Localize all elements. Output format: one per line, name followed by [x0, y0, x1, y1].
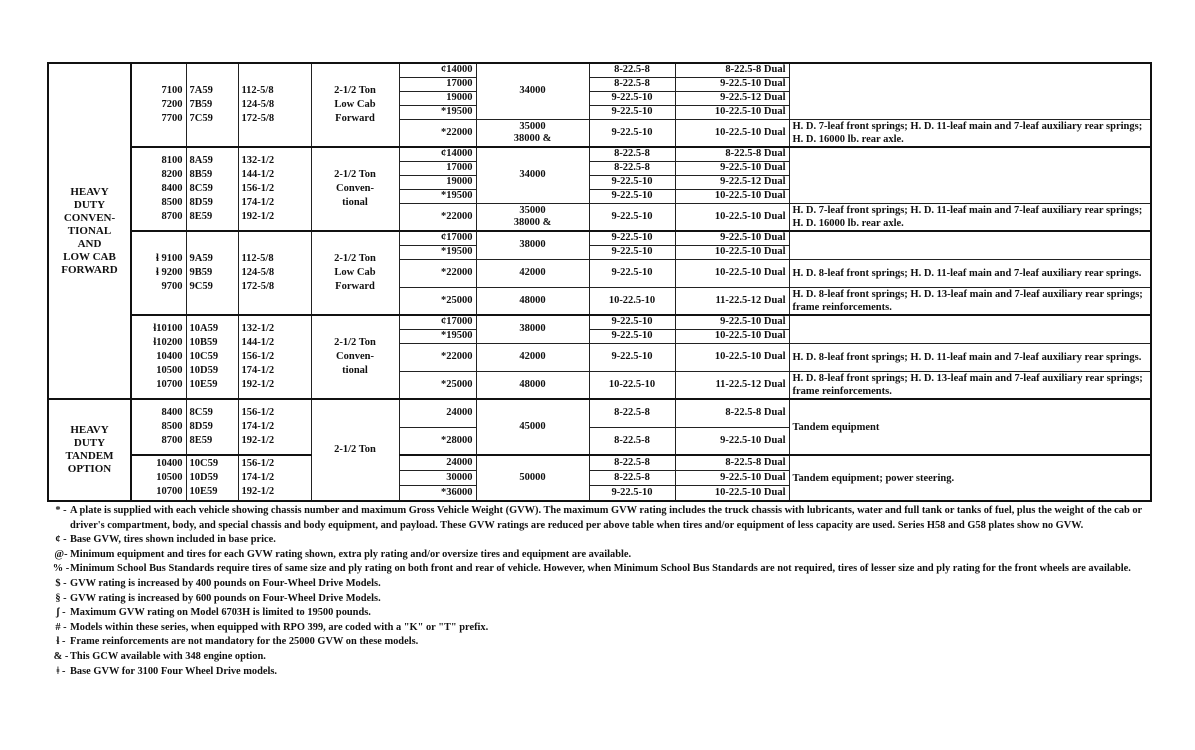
model-numbers: 8100 8200 8400 8500 8700 — [131, 147, 186, 231]
rear-tires: 10-22.5-10 Dual — [675, 105, 789, 119]
gcw-rating: 35000 38000 & — [476, 203, 589, 231]
remarks: H. D. 8-leaf front springs; H. D. 13-leaf main and 7-leaf auxiliary rear springs; frame reinforcements. — [789, 371, 1151, 399]
rear-tires: 10-22.5-10 Dual — [675, 343, 789, 371]
gvw-rating: ¢17000 — [399, 231, 476, 245]
footnote-symbol: ǂ - — [56, 665, 66, 677]
footnote-symbol: * - — [55, 505, 67, 516]
gvw-rating: 24000 — [399, 399, 476, 427]
remarks — [789, 147, 1151, 203]
rear-tires: 11-22.5-12 Dual — [675, 287, 789, 315]
front-tires: 10-22.5-10 — [589, 371, 675, 399]
gcw-rating: 38000 — [476, 231, 589, 259]
front-tires: 9-22.5-10 — [589, 315, 675, 329]
footnotes — [52, 504, 1150, 679]
remarks: Tandem equipment; power steering. — [789, 455, 1151, 501]
remarks: H. D. 7-leaf front springs; H. D. 11-leaf main and 7-leaf auxiliary rear springs; H. D. 16000 lb. rear axle. — [789, 119, 1151, 147]
gvw-rating: *22000 — [399, 343, 476, 371]
wheelbase-values: 156-1/2 174-1/2 192-1/2 — [238, 399, 311, 455]
truck-type: 2-1/2 Ton Low Cab Forward — [311, 231, 399, 315]
wheelbase-values: 132-1/2 144-1/2 156-1/2 174-1/2 192-1/2 — [238, 147, 311, 231]
truck-type: 2-1/2 Ton Conven- tional — [311, 315, 399, 399]
chassis-codes: 9A59 9B59 9C59 — [186, 231, 238, 315]
footnote-symbol: % - — [52, 563, 70, 575]
footnote — [52, 504, 1150, 533]
footnote-text: GVW rating is increased by 600 pounds on Four-Wheel Drive Models. — [70, 592, 381, 604]
gvw-rating: 17000 — [399, 77, 476, 91]
chassis-codes: 10A59 10B59 10C59 10D59 10E59 — [186, 315, 238, 399]
gcw-rating: 34000 — [476, 63, 589, 119]
rear-tires: 9-22.5-10 Dual — [675, 427, 789, 455]
table-row — [48, 399, 1151, 413]
rear-tires: 11-22.5-12 Dual — [675, 371, 789, 399]
gcw-rating: 48000 — [476, 371, 589, 399]
footnote-text: Base GVW, tires shown included in base price. — [70, 534, 276, 546]
rear-tires: 10-22.5-10 Dual — [675, 189, 789, 203]
chassis-codes: 8C59 8D59 8E59 — [186, 399, 238, 455]
front-tires: 8-22.5-8 — [589, 77, 675, 91]
rear-tires: 8-22.5-8 Dual — [675, 455, 789, 470]
table-row — [48, 455, 1151, 470]
rear-tires: 10-22.5-10 Dual — [675, 259, 789, 287]
table-body — [48, 63, 1151, 501]
remarks — [789, 315, 1151, 343]
rear-tires: 8-22.5-8 Dual — [675, 147, 789, 161]
gvw-rating: *22000 — [399, 259, 476, 287]
front-tires: 9-22.5-10 — [589, 231, 675, 245]
truck-type: 2-1/2 Ton — [311, 399, 399, 501]
remarks: Tandem equipment — [789, 399, 1151, 455]
table-row — [48, 315, 1151, 329]
footnote-symbol: # - — [55, 621, 67, 633]
remarks: H. D. 8-leaf front springs; H. D. 11-leaf main and 7-leaf auxiliary rear springs. — [789, 343, 1151, 371]
wheelbase-values: 156-1/2 174-1/2 192-1/2 — [238, 455, 311, 501]
group-label: HEAVY DUTY CONVEN- TIONAL AND LOW CAB FORWARD — [48, 63, 131, 399]
front-tires: 10-22.5-10 — [589, 287, 675, 315]
truck-type: 2-1/2 Ton Low Cab Forward — [311, 63, 399, 147]
front-tires: 8-22.5-8 — [589, 63, 675, 77]
footnote-symbol: & - — [53, 650, 69, 662]
gvw-rating: *19500 — [399, 105, 476, 119]
footnote — [52, 562, 1150, 577]
table-row — [48, 63, 1151, 77]
rear-tires: 8-22.5-8 Dual — [675, 63, 789, 77]
front-tires: 8-22.5-8 — [589, 470, 675, 485]
gcw-rating: 48000 — [476, 287, 589, 315]
footnote-text: Maximum GVW rating on Model 6703H is limited to 19500 pounds. — [70, 607, 371, 619]
gvw-rating: 17000 — [399, 161, 476, 175]
gcw-rating: 34000 — [476, 147, 589, 203]
footnote — [52, 650, 1150, 665]
remarks: H. D. 7-leaf front springs; H. D. 11-leaf main and 7-leaf auxiliary rear springs; H. D. 16000 lb. rear axle. — [789, 203, 1151, 231]
remarks — [789, 231, 1151, 259]
rear-tires: 9-22.5-12 Dual — [675, 175, 789, 189]
rear-tires: 9-22.5-10 Dual — [675, 315, 789, 329]
model-numbers: 8400 8500 8700 — [131, 399, 186, 455]
wheelbase-values: 112-5/8 124-5/8 172-5/8 — [238, 231, 311, 315]
gvw-rating: 19000 — [399, 175, 476, 189]
table-row — [48, 231, 1151, 245]
footnote — [52, 621, 1150, 636]
rear-tires: 10-22.5-10 Dual — [675, 245, 789, 259]
rear-tires: 10-22.5-10 Dual — [675, 203, 789, 231]
rear-tires: 9-22.5-10 Dual — [675, 77, 789, 91]
footnote-text: Minimum School Bus Standards require tires of same size and ply rating on both front and rear of vehicle. However, when Minimum School Bus Standards are not required, tires of lesser size and ply rating for the front wheels are available. — [70, 563, 1131, 575]
front-tires: 8-22.5-8 — [589, 161, 675, 175]
footnote — [52, 606, 1150, 621]
gvw-rating: *22000 — [399, 119, 476, 147]
chassis-codes: 8A59 8B59 8C59 8D59 8E59 — [186, 147, 238, 231]
model-numbers: ɬ10100 ɬ10200 10400 10500 10700 — [131, 315, 186, 399]
gcw-rating: 35000 38000 & — [476, 119, 589, 147]
truck-type: 2-1/2 Ton Conven- tional — [311, 147, 399, 231]
gcw-rating: 42000 — [476, 343, 589, 371]
front-tires: 8-22.5-8 — [589, 427, 675, 455]
gvw-rating: *19500 — [399, 329, 476, 343]
rear-tires: 9-22.5-10 Dual — [675, 470, 789, 485]
footnote — [52, 548, 1150, 563]
front-tires: 9-22.5-10 — [589, 91, 675, 105]
rear-tires: 9-22.5-10 Dual — [675, 161, 789, 175]
gvw-rating: *22000 — [399, 203, 476, 231]
footnote-text: This GCW available with 348 engine option. — [70, 650, 266, 662]
front-tires: 9-22.5-10 — [589, 203, 675, 231]
remarks — [789, 63, 1151, 119]
footnote — [52, 592, 1150, 607]
gvw-rating: *25000 — [399, 287, 476, 315]
rear-tires: 9-22.5-12 Dual — [675, 91, 789, 105]
remarks: H. D. 8-leaf front springs; H. D. 13-leaf main and 7-leaf auxiliary rear springs; frame reinforcements. — [789, 287, 1151, 315]
gcw-rating: 45000 — [476, 399, 589, 455]
footnote-text: Base GVW for 3100 Four Wheel Drive models. — [70, 665, 278, 677]
footnote-symbol: ʃ - — [56, 607, 66, 619]
gvw-rating: ¢17000 — [399, 315, 476, 329]
model-numbers: ɬ 9100 ɬ 9200 9700 — [131, 231, 186, 315]
footnote — [52, 533, 1150, 548]
footnote-text: Models within these series, when equipped with RPO 399, are coded with a "K" or "T" prefix. — [70, 621, 489, 633]
footnote-symbol: @- — [54, 548, 68, 560]
rear-tires: 10-22.5-10 Dual — [675, 119, 789, 147]
gvw-rating: *28000 — [399, 427, 476, 455]
gvw-rating: 24000 — [399, 455, 476, 470]
chassis-codes: 10C59 10D59 10E59 — [186, 455, 238, 501]
footnote-symbol: $ - — [55, 577, 67, 589]
wheelbase-values: 112-5/8 124-5/8 172-5/8 — [238, 63, 311, 147]
front-tires: 8-22.5-8 — [589, 147, 675, 161]
footnote-text: GVW rating is increased by 400 pounds on Four-Wheel Drive Models. — [70, 577, 381, 589]
footnote-symbol: § - — [55, 592, 67, 604]
gcw-rating: 38000 — [476, 315, 589, 343]
gcw-rating: 50000 — [476, 455, 589, 501]
gvw-rating: 19000 — [399, 91, 476, 105]
spec-sheet — [47, 62, 1150, 679]
gvw-rating: *19500 — [399, 189, 476, 203]
gvw-rating: *19500 — [399, 245, 476, 259]
front-tires: 8-22.5-8 — [589, 455, 675, 470]
front-tires: 8-22.5-8 — [589, 399, 675, 427]
gvw-rating: *36000 — [399, 486, 476, 501]
gcw-rating: 42000 — [476, 259, 589, 287]
gvw-rating: ¢14000 — [399, 63, 476, 77]
model-numbers: 7100 7200 7700 — [131, 63, 186, 147]
footnote-text: Minimum equipment and tires for each GVW rating shown, extra ply rating and/or oversize tires and equipment are available. — [70, 548, 632, 560]
footnote — [52, 665, 1150, 680]
front-tires: 9-22.5-10 — [589, 259, 675, 287]
front-tires: 9-22.5-10 — [589, 329, 675, 343]
rear-tires: 10-22.5-10 Dual — [675, 486, 789, 501]
group-label: HEAVY DUTY TANDEM OPTION — [48, 399, 131, 501]
gvw-spec-table — [47, 62, 1152, 502]
table-row — [48, 147, 1151, 161]
wheelbase-values: 132-1/2 144-1/2 156-1/2 174-1/2 192-1/2 — [238, 315, 311, 399]
front-tires: 9-22.5-10 — [589, 486, 675, 501]
gvw-rating: ¢14000 — [399, 147, 476, 161]
rear-tires: 8-22.5-8 Dual — [675, 399, 789, 427]
footnote — [52, 577, 1150, 592]
remarks: H. D. 8-leaf front springs; H. D. 11-leaf main and 7-leaf auxiliary rear springs. — [789, 259, 1151, 287]
gvw-rating: 30000 — [399, 470, 476, 485]
front-tires: 9-22.5-10 — [589, 245, 675, 259]
front-tires: 9-22.5-10 — [589, 105, 675, 119]
footnote-text: A plate is supplied with each vehicle showing chassis number and maximum Gross Vehicle Weight (GVW). The maximum GVW rating includes the truck chassis with lubricants, water and full tank or tanks of fuel, plus the weight of the cab or driver's compartment, body, and special chassis and body equipment, and payload. These GVW ratings are reduced per above table when tires and/or equipment of less capacity are used. Series H58 and G58 plates show no GVW. — [70, 505, 1142, 531]
front-tires: 9-22.5-10 — [589, 189, 675, 203]
front-tires: 9-22.5-10 — [589, 175, 675, 189]
footnote-symbol: ɬ - — [56, 636, 66, 648]
front-tires: 9-22.5-10 — [589, 343, 675, 371]
footnote-text: Frame reinforcements are not mandatory for the 25000 GVW on these models. — [70, 636, 419, 648]
chassis-codes: 7A59 7B59 7C59 — [186, 63, 238, 147]
model-numbers: 10400 10500 10700 — [131, 455, 186, 501]
footnote-symbol: ¢ - — [55, 534, 67, 546]
gvw-rating: *25000 — [399, 371, 476, 399]
footnote — [52, 635, 1150, 650]
front-tires: 9-22.5-10 — [589, 119, 675, 147]
rear-tires: 10-22.5-10 Dual — [675, 329, 789, 343]
rear-tires: 9-22.5-10 Dual — [675, 231, 789, 245]
